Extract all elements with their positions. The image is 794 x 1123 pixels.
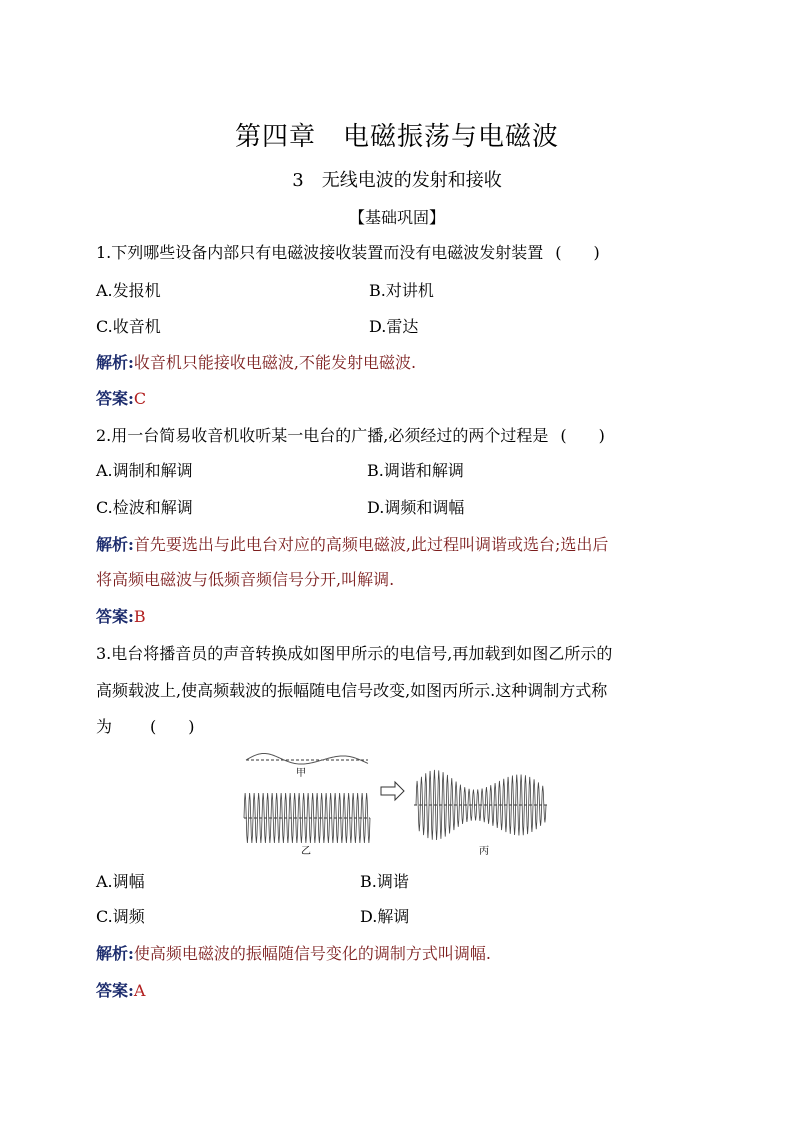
chapter-title: 第四章 电磁振荡与电磁波 xyxy=(234,122,559,152)
q3-stem-line3-text: 为 xyxy=(96,717,113,736)
q2-option-d: D.调频和调幅 xyxy=(367,498,465,517)
q2-stem xyxy=(96,425,605,447)
q3-option-b: B.调谐 xyxy=(360,872,409,891)
q1-option-b: B.对讲机 xyxy=(369,281,434,300)
q3-stem-line1: 3.电台将播音员的声音转换成如图甲所示的电信号,再加载到如图乙所示的 xyxy=(96,644,613,663)
q2-stem-text: 2.用一台简易收音机收听某一电台的广播,必须经过的两个过程是 xyxy=(96,426,549,445)
part-heading: 【基础巩固】 xyxy=(348,208,445,227)
q2-analysis-label: 解析: xyxy=(96,535,134,554)
q3-option-c: C.调频 xyxy=(96,907,145,926)
q3-answer-value: A xyxy=(133,981,146,1000)
q3-answer-label: 答案: xyxy=(96,981,134,1000)
q3-paren: ( ) xyxy=(150,717,195,736)
q3-analysis xyxy=(96,943,491,965)
modulation-figure xyxy=(240,748,560,863)
figure-label-bing: 丙 xyxy=(479,846,489,857)
q3-answer xyxy=(96,980,145,1002)
q2-analysis-line2: 将高频电磁波与低频音频信号分开,叫解调. xyxy=(96,570,395,589)
q2-answer xyxy=(96,606,146,628)
q1-stem-text: 1.下列哪些设备内部只有电磁波接收装置而没有电磁波发射装置 xyxy=(96,243,544,262)
q1-answer-value: C xyxy=(133,389,147,408)
q1-paren: ( ) xyxy=(555,243,600,262)
q1-analysis xyxy=(96,352,416,374)
q1-analysis-text: 收音机只能接收电磁波,不能发射电磁波. xyxy=(133,353,417,372)
q2-option-c: C.检波和解调 xyxy=(96,498,193,517)
q1-analysis-label: 解析: xyxy=(96,353,134,372)
q3-analysis-text: 使高频电磁波的振幅随信号变化的调制方式叫调幅. xyxy=(133,944,492,963)
q2-analysis xyxy=(96,534,608,556)
q3-option-d: D.解调 xyxy=(360,907,410,926)
signal-wave xyxy=(246,753,368,764)
q1-answer-label: 答案: xyxy=(96,389,134,408)
figure-label-jia: 甲 xyxy=(296,768,306,779)
q1-option-c: C.收音机 xyxy=(96,317,161,336)
am-wave xyxy=(416,770,546,840)
q2-option-a: A.调制和解调 xyxy=(96,461,193,480)
section-title: 3 无线电波的发射和接收 xyxy=(292,170,502,191)
q2-option-b: B.调谐和解调 xyxy=(367,461,464,480)
q3-stem-line3 xyxy=(96,716,195,738)
q1-option-a: A.发报机 xyxy=(96,281,161,300)
q1-option-d: D.雷达 xyxy=(369,317,419,336)
q3-option-a: A.调幅 xyxy=(96,872,145,891)
figure-label-yi: 乙 xyxy=(301,846,311,857)
arrow-icon xyxy=(381,782,404,800)
q1-stem xyxy=(96,242,600,264)
q2-answer-label: 答案: xyxy=(96,607,134,626)
q3-stem-line2: 高频载波上,使高频载波的振幅随电信号改变,如图丙所示.这种调制方式称 xyxy=(96,681,608,700)
q2-paren: ( ) xyxy=(560,426,605,445)
q2-answer-value: B xyxy=(133,607,146,626)
q3-analysis-label: 解析: xyxy=(96,944,134,963)
q1-answer xyxy=(96,388,146,410)
q2-analysis-line1: 首先要选出与此电台对应的高频电磁波,此过程叫调谐或选台;选出后 xyxy=(133,535,609,554)
